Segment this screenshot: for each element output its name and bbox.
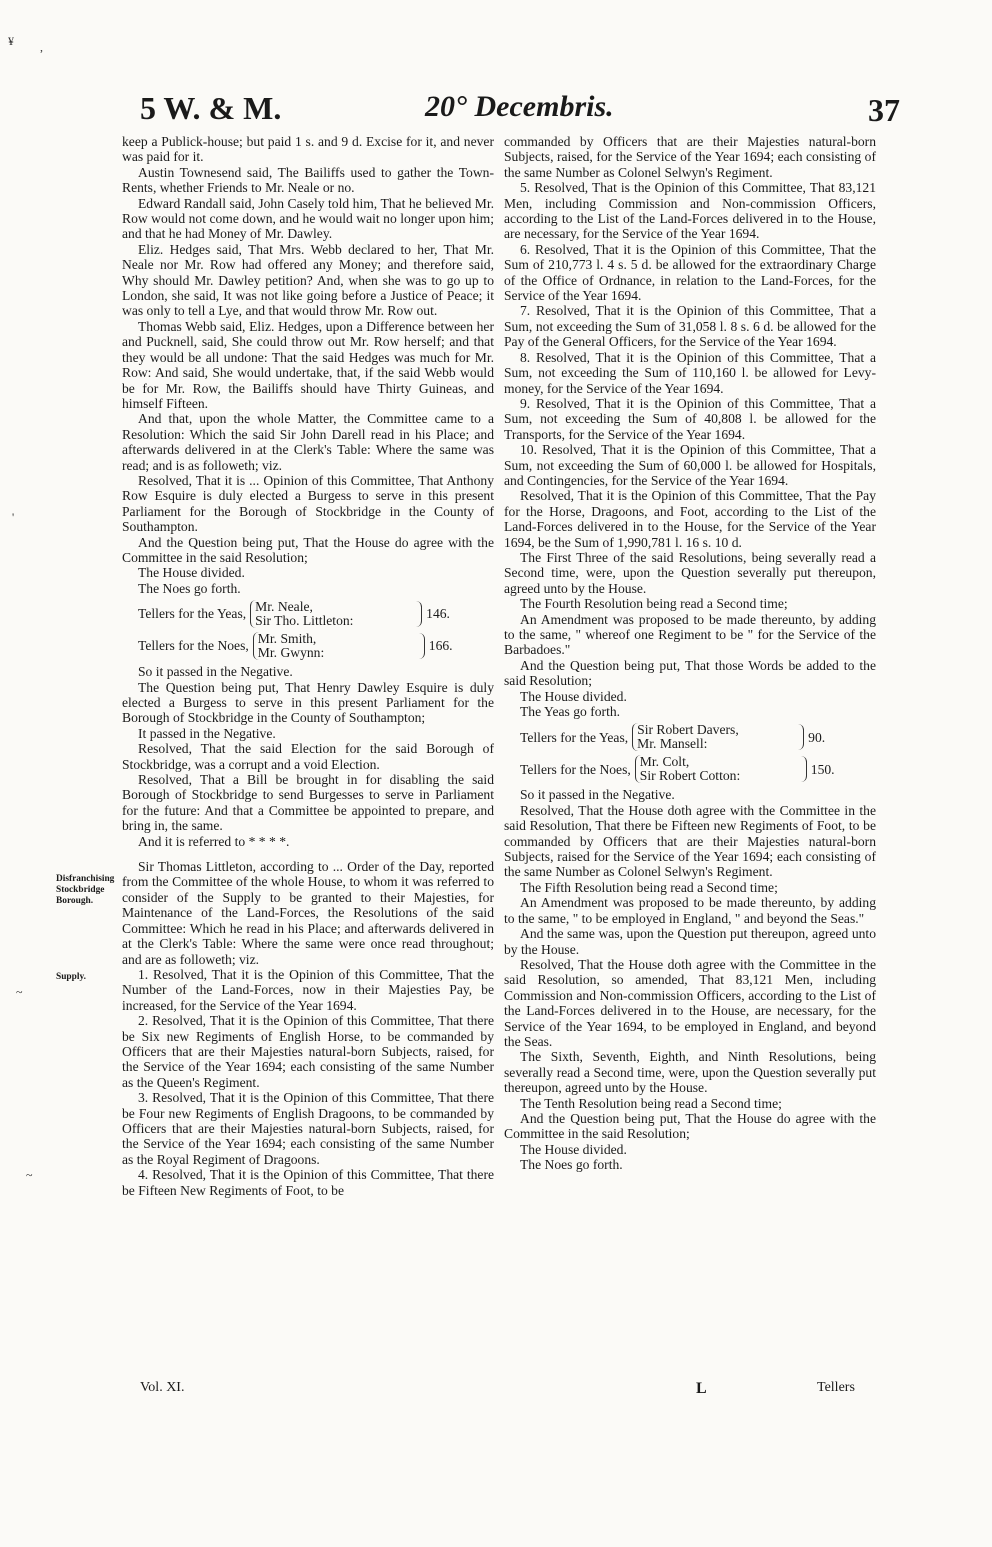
tellers-label: Tellers for the Noes,: [138, 638, 249, 654]
paragraph: The First Three of the said Resolutions, being severally read a Second time, were, upon the Question severally put thereupon, agreed unto by the House.: [504, 549, 876, 596]
resolution: 10. Resolved, That it is the Opinion of this Committee, That a Sum, not exceeding the Sum of 60,000 l. be allowed for Hospitals, and Contingencies, for the Service of the Year 1694.: [504, 442, 876, 488]
paragraph: And the same was, upon the Question put thereupon, agreed unto by the House.: [504, 926, 876, 957]
paragraph: And the Question being put, That the House do agree with the Committee in the said Resolution;: [504, 1110, 876, 1142]
resolution: 6. Resolved, That it is the Opinion of this Committee, That the Sum of 210,773 l. 4 s. 5 d. be allowed for the extraordinary Charge of the Office of Ordnance, in relation to the Land-Forces, for the Service of the Year 1694.: [504, 241, 876, 304]
paragraph: The House divided.: [138, 565, 245, 581]
resolution: 1. Resolved, That it is the Opinion of this Committee, That the Number of the Land-Forces, now in their Majesties Pay, be increased, for the Service of the Year 1694.: [122, 966, 494, 1013]
paragraph: The Sixth, Seventh, Eighth, and Ninth Resolutions, being severally read a Second time, were, upon the Question severally put thereupon, agreed unto by the House.: [504, 1049, 876, 1096]
resolution: Resolved, That the said Election for the said Borough of Stockbridge, was a corrupt and a void Election.: [122, 741, 494, 772]
margin-note-supply: Supply.: [56, 972, 86, 982]
resolution: Resolved, That a Bill be brought in for disabling the said Borough of Stockbridge to send Burgesses to serve in Parliament for the future: And that a Committee be appointed to prepare, and bring in, the same.: [122, 772, 494, 834]
brace: [797, 724, 804, 750]
page-number: 37: [868, 92, 900, 128]
paragraph: The Fifth Resolution being read a Second time;: [520, 879, 778, 895]
left-column: [122, 134, 494, 1198]
paragraph: And the Question being put, That those Words be added to the said Resolution;: [504, 657, 876, 689]
resolution: Resolved, That the House doth agree with the Committee in the said Resolution, so amended, That 83,121 Men, including Commission and Non-commission Officers, according to the List of the Land-Forces delivered in to the House, are necessary, for the Service of the Year 1694, to be employed in England, and beyond the Seas.: [504, 956, 876, 1049]
teller-name: Mr. Smith,: [257, 631, 317, 647]
resolution: 9. Resolved, That it is the Opinion of this Committee, That a Sum, not exceeding the Sum of 40,808 l. be allowed for the Transports, for the Service of the Year 1694.: [504, 395, 876, 442]
paragraph: Thomas Webb said, Eliz. Hedges, upon a Difference between her and Pucknell, said, She could throw out Mr. Row herself; and that they would be all undone: That the said Hedges was much for Mr. Row: And said, She would undertake, that, if the said Webb would be for Mr. Row, the Bailiffs should have Thirty Guineas, and himself Fifteen.: [122, 318, 494, 411]
paragraph: keep a Publick-house; but paid 1 s. and 9 d. Excise for it, and never was paid for it.: [122, 134, 494, 165]
resolution: 5. Resolved, That is the Opinion of this Committee, That 83,121 Men, including Commission and Non-commission Officers, according to the List of the Land-Forces delivered in to the House, are necessary, for the Service of the Year 1694.: [504, 180, 876, 242]
teller-name: Sir Robert Cotton:: [639, 768, 741, 784]
paragraph: So it passed in the Negative.: [520, 787, 675, 803]
paragraph: Edward Randall said, John Casely told him, That he believed Mr. Row would not come down, and he would wait no longer upon him; and that he had Money of Mr. Dawley.: [122, 195, 494, 242]
resolution: 4. Resolved, That it is the Opinion of this Committee, That there be Fifteen New Regiments of Foot, to be: [122, 1167, 494, 1198]
resolution: 8. Resolved, That it is the Opinion of this Committee, That a Sum, not exceeding the Sum of 110,160 l. be allowed for Levy-money, for the Service of the Year 1694.: [504, 349, 876, 396]
paragraph: And it is referred to * * * *.: [138, 833, 290, 849]
paragraph: An Amendment was proposed to be made thereunto, by adding to the same, " to be employed in England, " and beyond the Seas.": [504, 895, 876, 926]
right-column: [504, 134, 876, 1173]
paragraph: The Question being put, That Henry Dawley Esquire is duly elected a Burgess to serve in this present Parliament for the Borough of Stockbridge in the County of Southampton;: [122, 679, 494, 726]
teller-name: Mr. Colt,: [639, 754, 690, 770]
scan-speck: ¥: [8, 34, 14, 48]
volume-footer: Vol. XI.: [140, 1380, 185, 1395]
resolution: Resolved, That the House doth agree with the Committee in the said Resolution, That there be Fifteen new Regiments of Foot, to be commanded by Officers that are their Majesties natural-born Subjects, raised for the Service of the Year 1694; each consisting of the same Number as Colonel Selwyn's Regiment.: [504, 802, 876, 880]
tellers-names: [253, 632, 408, 660]
vote-count: 146.: [426, 606, 450, 622]
teller-name: Sir Robert Davers,: [637, 722, 739, 738]
scan-speck: ,: [40, 40, 43, 54]
tellers-names: [250, 600, 405, 628]
tellers-names: [635, 755, 790, 783]
paragraph: The House divided.: [520, 688, 627, 704]
vote-count: 150.: [810, 761, 835, 777]
tellers-label: Tellers for the Noes,: [520, 761, 631, 777]
brace: [415, 601, 422, 627]
teller-name: Mr. Neale,: [255, 599, 313, 615]
scan-speck: ~: [16, 985, 23, 999]
vote-count: 166.: [428, 638, 453, 654]
resolution: 2. Resolved, That it is the Opinion of this Committee, That there be Six new Regiments of English Horse, to be commanded by Officers that are their Majesties natural-born Subjects, raised, for the Service of the Year 1694; each consisting of the same Number as the Queen's Regiment.: [122, 1013, 494, 1090]
paragraph: Austin Townesend said, The Bailiffs used to gather the Town-Rents, whether Friends to Mr. Neale or no.: [122, 164, 494, 196]
brace: [418, 633, 425, 659]
running-head-regnal-year: 5 W. & M.: [140, 90, 282, 126]
paragraph: The Tenth Resolution being read a Second time;: [520, 1095, 782, 1111]
teller-name: Sir Tho. Littleton:: [255, 613, 354, 629]
margin-note-disfranchising: Disfranchising Stockbridge Borough.: [56, 874, 115, 906]
tellers-names: [632, 723, 787, 751]
paragraph: The Fourth Resolution being read a Second time;: [520, 596, 788, 612]
paragraph: The Noes go forth.: [138, 580, 241, 596]
running-head-date: 20° Decembris.: [425, 90, 614, 123]
catchword: Tellers: [817, 1380, 855, 1395]
tellers-yeas: [520, 723, 876, 751]
paragraph: Sir Thomas Littleton, according to ... Order of the Day, reported from the Committee of the whole House, to whom it was referred to consider of the Supply to be granted to their Majesties, for Maintenance of the Land-Forces, the Resolutions of the said Committee: Which he read in his Place; and afterwards delivered in at the Clerk's Table: Where the same were once read throughout; and are as followeth; viz.: [122, 859, 494, 967]
resolution: Resolved, That it is the Opinion of this Committee, That the Pay for the Horse, Dragoons, and Foot, according to the List of the Land-Forces delivered in to the House, for the Service of the Year 1694, be the Sum of 1,990,781 l. 16 s. 10 d.: [504, 488, 876, 550]
tellers-label: Tellers for the Yeas,: [520, 729, 629, 745]
signature-mark: L: [696, 1380, 707, 1397]
paragraph: Eliz. Hedges said, That Mrs. Webb declared to her, That Mr. Neale nor Mr. Row had offered any Money; and therefore said, Why should Mr. Dawley petition? And, when she was to go up to London, she said, It was not like going before a Justice of Peace; it was only to tell a Lye, and that would throw Mr. Row out.: [122, 241, 494, 319]
paragraph: The House divided.: [520, 1141, 627, 1157]
paragraph: And the Question being put, That the House do agree with the Committee in the said Resolution;: [122, 534, 494, 565]
tellers-noes: [138, 632, 494, 660]
paragraph: The Noes go forth.: [520, 1157, 623, 1173]
scan-speck: ~: [26, 1168, 33, 1182]
paragraph: It passed in the Negative.: [138, 725, 276, 741]
vote-count: 90.: [808, 729, 826, 745]
brace: [800, 756, 807, 782]
scan-speck: ': [12, 510, 15, 524]
paragraph: The Yeas go forth.: [520, 704, 621, 720]
resolution: 7. Resolved, That it is the Opinion of this Committee, That a Sum, not exceeding the Sum of 31,058 l. 8 s. 6 d. be allowed for the Pay of the General Officers, for the Service of the Year 1694.: [504, 303, 876, 350]
resolution: 3. Resolved, That it is the Opinion of this Committee, That there be Four new Regiments of English Dragoons, to be commanded by Officers that are their Majesties natural-born Subjects, raised, for the Service of the Year 1694; each consisting of the same Number as the Royal Regiment of Dragoons.: [122, 1090, 494, 1167]
paragraph: So it passed in the Negative.: [138, 664, 293, 680]
tellers-label: Tellers for the Yeas,: [138, 606, 247, 622]
teller-name: Mr. Gwynn:: [257, 645, 325, 661]
tellers-yeas: [138, 600, 494, 628]
teller-name: Mr. Mansell:: [637, 736, 708, 752]
paragraph: An Amendment was proposed to be made thereunto, by adding to the same, " whereof one Regiment to be " for the Service of the Barbadoes.": [504, 611, 876, 658]
paragraph: commanded by Officers that are their Majesties natural-born Subjects, raised, for the Service of the Year 1694; each consisting of the same Number as Colonel Selwyn's Regiment.: [504, 134, 876, 180]
tellers-noes: [520, 755, 876, 783]
paragraph: And that, upon the whole Matter, the Committee came to a Resolution: Which the said Sir John Darell read in his Place; and afterwards delivered in at the Clerk's Table: Where the same was read; and is as followeth; viz.: [122, 411, 494, 473]
resolution: Resolved, That it is ... Opinion of this Committee, That Anthony Row Esquire is duly elected a Burgess to serve in this present Parliament for the Borough of Stockbridge in the County of Southampton.: [122, 472, 494, 535]
